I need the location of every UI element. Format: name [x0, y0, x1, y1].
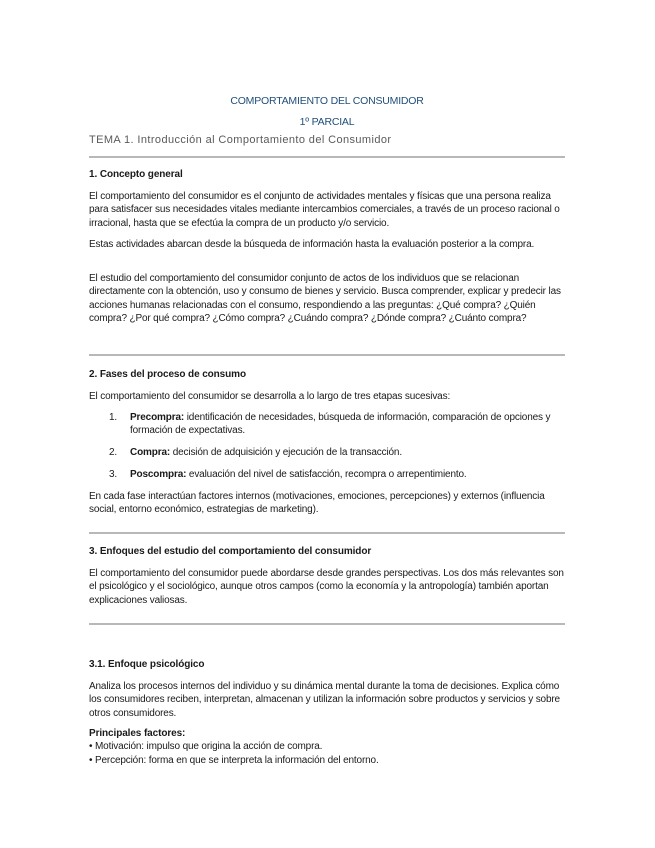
list-term: Compra: [130, 447, 171, 458]
list-term: Precompra: [130, 412, 185, 423]
list-number: 1. [109, 412, 118, 423]
section-heading: 2. Fases del proceso de consumo [89, 369, 246, 380]
paragraph: El comportamiento del consumidor es el conjunto de actividades mentales y físicas que una persona realiza para satisfacer sus necesidades vitales mediante intercambios comerciales, a través de un proceso racional o irracional, hasta que se efectúa la compra de un producto y/o servicio. [89, 191, 560, 229]
paragraph: El comportamiento del consumidor puede abordarse desde grandes perspectivas. Los dos más relevantes son el psicológico y el sociológico, aunque otros campos (como la economía y la antropología) también aportan explicaciones valiosas. [89, 568, 564, 606]
list-text: identificación de necesidades, búsqueda de información, comparación de opciones y formación de expectativas. [130, 412, 551, 437]
section-heading: 3.1. Enfoque psicológico [89, 659, 205, 670]
factors-label: Principales factores: [89, 728, 186, 739]
paragraph: El comportamiento del consumidor se desarrolla a lo largo de tres etapas sucesivas: [89, 391, 451, 402]
divider [89, 156, 565, 158]
list-text: evaluación del nivel de satisfacción, recompra o arrepentimiento. [186, 469, 467, 480]
paragraph: En cada fase interactúan factores internos (motivaciones, emociones, percepciones) y externos (influencia social, entorno económico, estrategias de marketing). [89, 491, 545, 516]
divider [89, 354, 565, 356]
divider [89, 532, 565, 534]
list-number: 2. [109, 447, 118, 458]
document-title: COMPORTAMIENTO DEL CONSUMIDOR [230, 95, 424, 107]
section-heading: 1. Concepto general [89, 169, 183, 180]
document-subtitle: 1º PARCIAL [299, 116, 355, 128]
tema-title: TEMA 1. Introducción al Comportamiento del Consumidor [89, 134, 392, 146]
paragraph: El estudio del comportamiento del consumidor conjunto de actos de los individuos que se relacionan directamente con la obtención, uso y consumo de bienes y servicio. Busca comprender, explicar y predecir las acciones humanas relacionadas con el consumo, respondiendo a las preguntas: ¿Qué compra? ¿Quién compra? ¿Por qué compra? ¿Cómo compra? ¿Cuándo compra? ¿Dónde compra? ¿Cuánto compra? [89, 273, 561, 325]
paragraph: Analiza los procesos internos del individuo y su dinámica mental durante la toma de decisiones. Explica cómo los consumidores reciben, interpretan, almacenan y utilizan la información sobre productos y servicios y sobre otros consumidores. [89, 681, 560, 719]
bullet-item: • Motivación: impulso que origina la acción de compra. [89, 741, 323, 752]
bullet-item: • Percepción: forma en que se interpreta la información del entorno. [89, 755, 379, 766]
paragraph: Estas actividades abarcan desde la búsqueda de información hasta la evaluación posterior a la compra. [89, 239, 535, 250]
list-text: decisión de adquisición y ejecución de la transacción. [170, 447, 402, 458]
divider [89, 623, 565, 625]
list-number: 3. [109, 469, 118, 480]
list-term: Poscompra: [130, 469, 187, 480]
section-heading: 3. Enfoques del estudio del comportamiento del consumidor [89, 546, 372, 557]
